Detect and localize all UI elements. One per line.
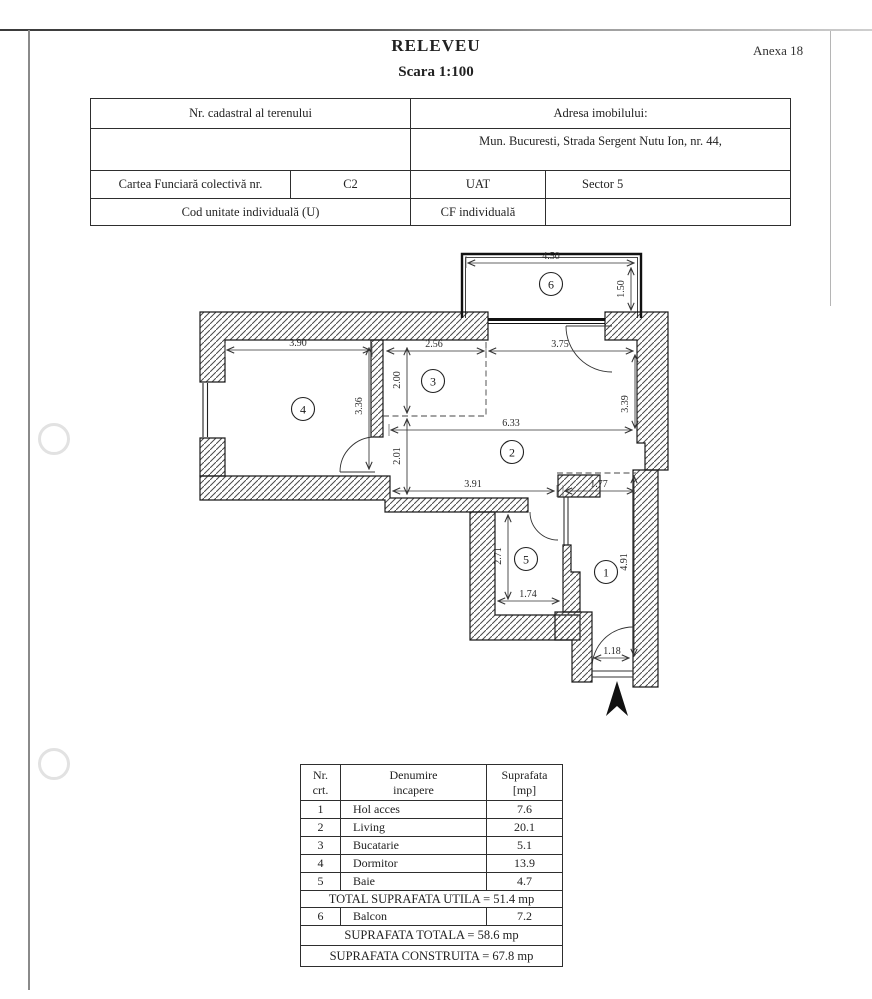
room6-number: 6 bbox=[548, 277, 554, 292]
room2-number: 2 bbox=[509, 445, 515, 460]
carte-funciara-value: C2 bbox=[291, 171, 411, 199]
entrance-arrow-icon bbox=[606, 681, 628, 716]
room3-number: 3 bbox=[430, 374, 436, 389]
header-nr-line2: crt. bbox=[312, 782, 329, 797]
row3-name: Bucatarie bbox=[341, 837, 487, 855]
dim-below-room3: 2.01 bbox=[392, 447, 403, 465]
wall-top-left bbox=[200, 312, 488, 382]
row4-area: 13.9 bbox=[487, 855, 563, 873]
door-arc-room5 bbox=[530, 512, 558, 540]
row4-nr: 4 bbox=[301, 855, 341, 873]
dim-entrance-width: 1.18 bbox=[603, 646, 621, 657]
dim-balcony-depth: 1.50 bbox=[616, 280, 627, 298]
room-areas-table bbox=[300, 764, 563, 967]
dim-room2-height: 3.39 bbox=[620, 395, 631, 413]
annex-label: Anexa 18 bbox=[753, 43, 804, 58]
uat-value: Sector 5 bbox=[546, 171, 791, 199]
window-left-wall bbox=[203, 383, 208, 437]
total-utila-row: TOTAL SUPRAFATA UTILA = 51.4 mp bbox=[301, 891, 563, 908]
dim-room2-bottom-left: 3.91 bbox=[464, 479, 482, 490]
floor-plan-drawing bbox=[190, 248, 682, 718]
dim-room3-height: 2.00 bbox=[392, 371, 403, 389]
page-top-edge bbox=[0, 29, 872, 31]
row6-area: 7.2 bbox=[487, 908, 563, 926]
wall-right-lower bbox=[633, 470, 658, 687]
table-row bbox=[301, 819, 563, 837]
dim-room4-height: 3.36 bbox=[354, 397, 365, 415]
wall-left-lower bbox=[200, 438, 225, 476]
table-row bbox=[301, 837, 563, 855]
punch-hole-top bbox=[38, 423, 70, 455]
adresa-value: Mun. Bucuresti, Strada Sergent Nutu Ion, nr. 44, bbox=[411, 129, 791, 171]
table-row bbox=[301, 873, 563, 891]
header-suprafata-line1: Suprafata bbox=[501, 767, 548, 782]
row6-name: Balcon bbox=[341, 908, 487, 926]
partition-room5-glazing bbox=[564, 497, 568, 545]
carte-funciara-label: Cartea Funciară colectivă nr. bbox=[91, 171, 291, 199]
punch-hole-bottom bbox=[38, 748, 70, 780]
row1-nr: 1 bbox=[301, 801, 341, 819]
door-arc-room4 bbox=[340, 437, 375, 472]
header-nr-line1: Nr. bbox=[313, 767, 328, 782]
walls bbox=[200, 312, 668, 687]
header-nr bbox=[301, 765, 341, 801]
room4-number: 4 bbox=[300, 402, 306, 417]
suprafata-totala-row: SUPRAFATA TOTALA = 58.6 mp bbox=[301, 926, 563, 946]
header-denumire-line1: Denumire bbox=[389, 767, 438, 782]
dim-room5-height: 2.71 bbox=[493, 547, 504, 565]
row6-nr: 6 bbox=[301, 908, 341, 926]
cf-individuala-label: CF individuală bbox=[411, 199, 546, 226]
room1-number: 1 bbox=[603, 565, 609, 580]
row3-area: 5.1 bbox=[487, 837, 563, 855]
room5-number: 5 bbox=[523, 552, 529, 567]
dim-passage-width: 1.77 bbox=[590, 479, 608, 490]
adresa-label: Adresa imobilului: bbox=[411, 99, 791, 129]
dim-room1-height: 4.91 bbox=[619, 553, 630, 571]
header-suprafata-line2: [mp] bbox=[512, 782, 537, 797]
dim-balcony-width: 4.50 bbox=[542, 251, 560, 262]
cf-individuala-value bbox=[546, 199, 791, 226]
suprafata-construita-row: SUPRAFATA CONSTRUITA = 67.8 mp bbox=[301, 946, 563, 967]
wall-right-upper bbox=[605, 312, 668, 470]
row1-area: 7.6 bbox=[487, 801, 563, 819]
table-row bbox=[301, 801, 563, 819]
row3-nr: 3 bbox=[301, 837, 341, 855]
row5-area: 4.7 bbox=[487, 873, 563, 891]
dim-room2-top: 3.75 bbox=[551, 339, 569, 350]
row1-name: Hol acces bbox=[341, 801, 487, 819]
table-row bbox=[301, 908, 563, 926]
wall-entrance-left bbox=[555, 612, 592, 682]
header-denumire bbox=[341, 765, 487, 801]
dim-room3-width: 2.56 bbox=[425, 339, 443, 350]
table-row bbox=[301, 855, 563, 873]
dim-room5-width: 1.74 bbox=[519, 589, 537, 600]
drawing-scale: Scara 1:100 bbox=[398, 64, 474, 80]
nr-cadastral-label: Nr. cadastral al terenului bbox=[91, 99, 411, 129]
row2-nr: 2 bbox=[301, 819, 341, 837]
row5-name: Baie bbox=[341, 873, 487, 891]
wall-divider-room5-room1 bbox=[563, 545, 580, 612]
dim-room4-width: 3.90 bbox=[289, 338, 307, 349]
cod-unitate-label: Cod unitate individuală (U) bbox=[91, 199, 411, 226]
header-denumire-line2: incapere bbox=[393, 782, 434, 797]
nr-cadastral-value bbox=[91, 129, 411, 171]
wall-divider-room4-room3 bbox=[371, 340, 383, 437]
page-title: RELEVEU bbox=[391, 36, 481, 55]
row4-name: Dormitor bbox=[341, 855, 487, 873]
page-left-edge bbox=[28, 30, 30, 990]
uat-label: UAT bbox=[411, 171, 546, 199]
dim-room2-width: 6.33 bbox=[502, 418, 520, 429]
row5-nr: 5 bbox=[301, 873, 341, 891]
header-suprafata bbox=[487, 765, 563, 801]
row2-area: 20.1 bbox=[487, 819, 563, 837]
entrance-threshold bbox=[592, 671, 633, 677]
cadastral-info-table bbox=[90, 98, 791, 226]
row2-name: Living bbox=[341, 819, 487, 837]
